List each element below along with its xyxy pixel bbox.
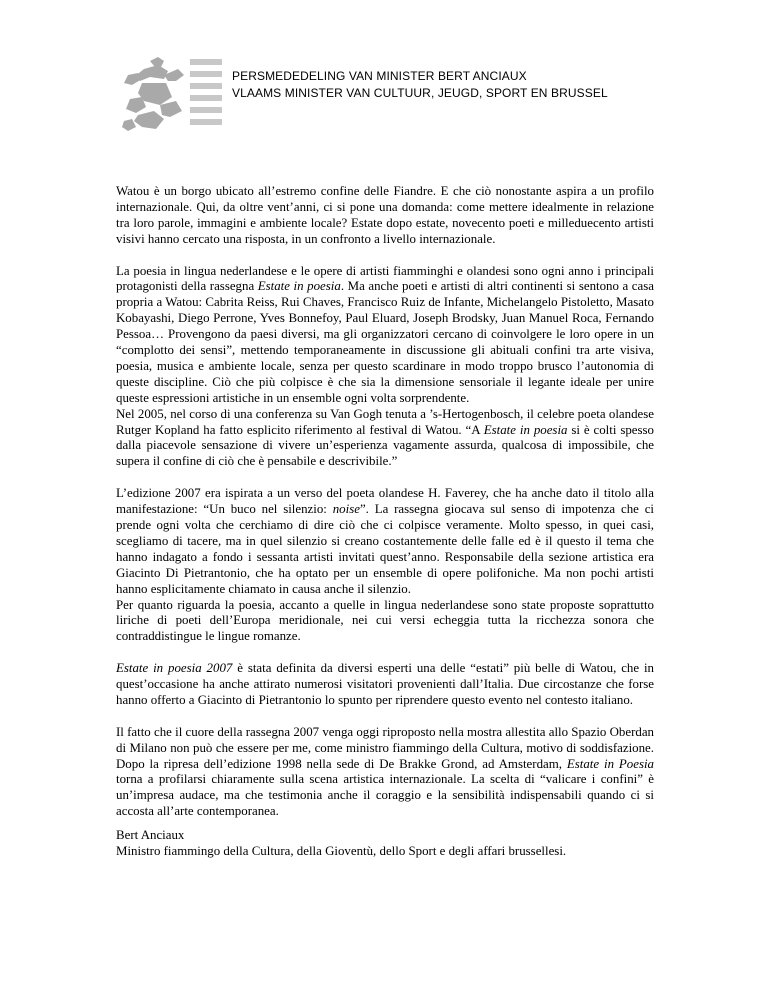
paragraph-4 xyxy=(116,661,654,709)
paragraph-5-text-a: Il fatto che il cuore della rassegna 2007 venga oggi riproposto nella mostra allestita allo Spazio Oberdan di Milano non può che essere per me, come ministro fiammingo della Cultura, motivo di soddisfazione. Dopo la ripresa dell’edizione 1998 nella sede di De Brakke Grond, ad Amsterdam, xyxy=(116,724,654,771)
festival-name-italic-3: Estate in Poesia xyxy=(566,756,655,771)
paragraph-2-text-f: si è colti spesso dalla piacevole sensazione di vivere un’esperienza vagamente assurda, qualcosa di impossibile, che supera il confine di ciò che è pensabile e descrivibile.” xyxy=(116,422,654,469)
paragraph-3 xyxy=(116,486,654,645)
paragraph-3-text-a: L’edizione 2007 era ispirata a un verso del poeta olandese H. Faverey, che ha anche dato il titolo alla manifestazione: “Un buco nel silenzio: xyxy=(116,486,654,517)
signature-title: Ministro fiammingo della Cultura, della Gioventù, dello Sport e degli affari brussellesi. xyxy=(116,843,567,858)
paragraph-3-text-c: ”. La rassegna giocava sul senso di impotenza che ci prende ogni volta che cerchiamo di dire ciò che ci colpisce veramente. Molto spesso, in quei casi, scegliamo di tacere, ma in quel silenzio si creano costantemente delle falle ed è il questo il tema che hanno indagato a fondo i sessanta artisti invitati quest’anno. Responsabile della sezione artistica era Giacinto Di Pietrantonio, che ha optato per un ensemble di opere polifoniche. Ma non pochi artisti hanno esplicitamente chiamato in causa anche il silenzio. xyxy=(116,502,654,596)
signature-block xyxy=(116,828,676,860)
header-line-1: PERSMEDEDELING VAN MINISTER BERT ANCIAUX xyxy=(232,69,527,83)
header-line-2: VLAAMS MINISTER VAN CULTUUR, JEUGD, SPORT EN BRUSSEL xyxy=(232,86,608,100)
article-body xyxy=(116,184,654,836)
paragraph-2-text-c: . Ma anche poeti e artisti di altri continenti si sentono a casa propria a Watou: Cabrita Reiss, Rui Chaves, Francisco Ruiz de Infante, Michelangelo Pistoletto, Masato Kobayashi, Diego Perrone, Yves Bonnefoy, Paul Eluard, Joseph Brodsky, Juan Manuel Roca, Fernando Pessoa… Provengono da paesi diversi, ma gli organizzatori cercano di coinvolgere le loro opere in un “complotto dei sensi”, mettendo temporaneamente in discussione gli abituali confini tra arte visiva, poesia, musica e ambiente locale, senza per questo scardinare in modo troppo brusco l’autonomia di queste discipline. Ciò che più colpisce è che sia la dimensione sensoriale il legante ideale per unire queste espressioni artistiche in un ensemble ogni volta sorprendente. xyxy=(116,279,654,405)
paragraph-2 xyxy=(116,264,654,471)
festival-2007-italic: Estate in poesia 2007 xyxy=(116,661,233,676)
paragraph-4-text-b: è stata definita da diversi esperti una delle “estati” più belle di Watou, che in quest’occasione ha anche attirato numerosi visitatori provenienti dall’Italia. Due circostanze che forse hanno offerto a Giacinto di Pietrantonio lo spunto per riprendere questo evento nel contesto italiano. xyxy=(116,661,654,707)
flemish-lion-logo-icon xyxy=(120,55,225,135)
festival-name-italic-2: Estate in poesia xyxy=(483,422,568,437)
press-release-header xyxy=(232,68,608,102)
paragraph-3-text-d: Per quanto riguarda la poesia, accanto a quelle in lingua nederlandese sono state proposte soprattutto liriche di poeti dell’Europa meridionale, nei cui versi echeggia tutta la ricchezza sonora che contraddistingue le lingue romanze. xyxy=(116,597,654,644)
signature-name: Bert Anciaux xyxy=(116,828,185,842)
noise-italic: noise xyxy=(332,502,360,517)
paragraph-1 xyxy=(116,184,654,248)
festival-name-italic: Estate in poesia xyxy=(257,279,341,294)
paragraph-2-text-a: La poesia in lingua nederlandese e le opere di artisti fiamminghi e olandesi sono ogni anno i principali protagonisti della rassegna xyxy=(116,263,654,294)
paragraph-5-text-c: torna a profilarsi chiaramente sulla scena artistica internazionale. La scelta di “valicare i confini” è un’impresa audace, ma che testimonia anche il coraggio e la sensibilità indispensabili quando ci si accosta all’arte contemporanea. xyxy=(116,772,654,819)
paragraph-5 xyxy=(116,725,654,820)
paragraph-2-text-d: Nel 2005, nel corso di una conferenza su Van Gogh tenuta a ’s-Hertogenbosch, il celebre poeta olandese Rutger Kopland ha fatto esplicito riferimento al festival di Watou. “A xyxy=(116,406,654,437)
paragraph-1-text: Watou è un borgo ubicato all’estremo confine delle Fiandre. E che ciò nonostante aspira a un profilo internazionale. Qui, da oltre vent’anni, ci si pone una domanda: come mettere idealmente in relazione tra loro parole, immagini e ambiente locale? Estate dopo estate, novecento poeti e milleduecento artisti visivi hanno cercato una risposta, in un confronto a livello internazionale. xyxy=(116,184,654,246)
